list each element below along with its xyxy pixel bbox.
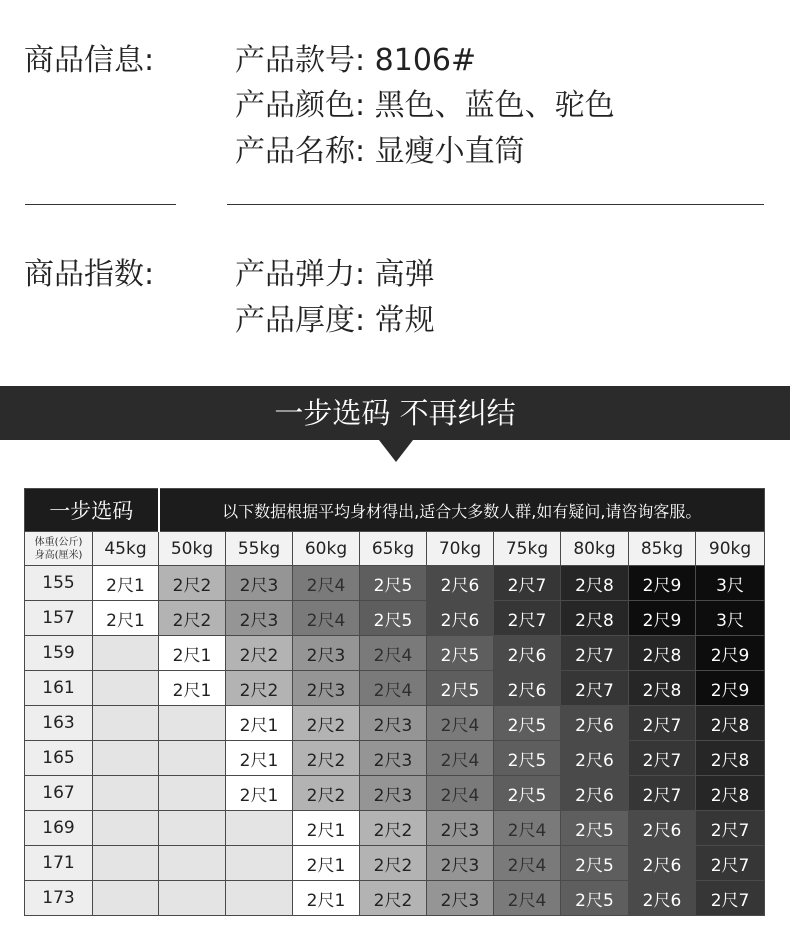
size-chart-table xyxy=(24,488,765,916)
size-cell: 2尺4 xyxy=(494,811,561,846)
size-cell: 2尺7 xyxy=(494,601,561,636)
axis-weight-label: 体重(公斤) xyxy=(34,536,83,548)
size-cell: 2尺1 xyxy=(93,566,159,601)
size-cell: 2尺5 xyxy=(494,776,561,811)
size-cell: 2尺7 xyxy=(561,671,629,706)
size-cell: 2尺2 xyxy=(226,636,293,671)
weight-row xyxy=(25,532,765,566)
height-cell: 171 xyxy=(25,846,93,881)
size-cell: 2尺1 xyxy=(293,881,360,916)
height-cell: 159 xyxy=(25,636,93,671)
size-cell: 2尺8 xyxy=(629,671,696,706)
empty-cell xyxy=(93,776,159,811)
size-cell: 2尺3 xyxy=(226,601,293,636)
size-cell: 2尺3 xyxy=(360,741,427,776)
size-cell: 2尺2 xyxy=(360,881,427,916)
size-cell: 2尺2 xyxy=(293,741,360,776)
table-header-note: 以下数据根据平均身材得出,适合大多数人群,如有疑问,请咨询客服。 xyxy=(159,489,765,532)
weight-header-cell: 65kg xyxy=(360,532,427,566)
size-cell: 2尺8 xyxy=(629,636,696,671)
size-cell: 2尺3 xyxy=(427,811,494,846)
size-cell: 2尺2 xyxy=(159,566,226,601)
size-cell: 2尺1 xyxy=(159,636,226,671)
table-row xyxy=(25,846,765,881)
size-cell: 2尺2 xyxy=(360,811,427,846)
size-cell: 2尺6 xyxy=(561,706,629,741)
size-cell: 2尺5 xyxy=(360,601,427,636)
size-cell: 3尺 xyxy=(696,566,765,601)
size-cell: 2尺4 xyxy=(427,776,494,811)
weight-header-cell: 70kg xyxy=(427,532,494,566)
size-cell: 2尺1 xyxy=(226,741,293,776)
size-cell: 2尺5 xyxy=(561,846,629,881)
axis-corner-cell xyxy=(25,532,93,566)
axis-height-label: 身高(厘米) xyxy=(34,549,83,561)
size-cell: 2尺7 xyxy=(696,811,765,846)
empty-cell xyxy=(159,741,226,776)
size-cell: 2尺5 xyxy=(360,566,427,601)
size-cell: 2尺4 xyxy=(427,706,494,741)
size-cell: 2尺7 xyxy=(629,776,696,811)
divider-right xyxy=(227,204,764,205)
size-cell: 2尺1 xyxy=(93,601,159,636)
empty-cell xyxy=(93,811,159,846)
height-cell: 161 xyxy=(25,671,93,706)
size-cell: 2尺6 xyxy=(629,846,696,881)
size-cell: 2尺6 xyxy=(561,776,629,811)
size-cell: 2尺5 xyxy=(561,811,629,846)
size-cell: 2尺3 xyxy=(427,846,494,881)
size-cell: 2尺7 xyxy=(629,741,696,776)
size-cell: 2尺1 xyxy=(226,706,293,741)
size-cell: 2尺6 xyxy=(561,741,629,776)
weight-header-cell: 75kg xyxy=(494,532,561,566)
size-cell: 2尺8 xyxy=(696,776,765,811)
size-cell: 2尺7 xyxy=(629,706,696,741)
table-row xyxy=(25,601,765,636)
height-cell: 173 xyxy=(25,881,93,916)
empty-cell xyxy=(226,846,293,881)
size-cell: 2尺3 xyxy=(360,706,427,741)
size-cell: 2尺2 xyxy=(293,706,360,741)
table-row xyxy=(25,741,765,776)
size-cell: 2尺1 xyxy=(159,671,226,706)
empty-cell xyxy=(159,846,226,881)
table-header-row xyxy=(25,489,765,532)
empty-cell xyxy=(159,811,226,846)
info-colors: 产品颜色: 黑色、蓝色、驼色 xyxy=(235,88,615,123)
size-cell: 2尺8 xyxy=(561,566,629,601)
size-cell: 2尺8 xyxy=(696,741,765,776)
size-cell: 2尺6 xyxy=(427,601,494,636)
size-cell: 2尺4 xyxy=(427,741,494,776)
size-cell: 2尺1 xyxy=(293,846,360,881)
height-cell: 165 xyxy=(25,741,93,776)
size-cell: 2尺7 xyxy=(696,846,765,881)
size-cell: 2尺3 xyxy=(427,881,494,916)
size-cell: 2尺4 xyxy=(494,846,561,881)
size-cell: 2尺5 xyxy=(427,636,494,671)
height-cell: 163 xyxy=(25,706,93,741)
info-label-index: 商品指数: xyxy=(24,257,155,292)
weight-header-cell: 45kg xyxy=(93,532,159,566)
table-row xyxy=(25,776,765,811)
size-cell: 2尺2 xyxy=(360,846,427,881)
size-cell: 2尺4 xyxy=(360,671,427,706)
info-product-name: 产品名称: 显瘦小直筒 xyxy=(235,134,525,169)
size-cell: 2尺1 xyxy=(293,811,360,846)
weight-header-cell: 50kg xyxy=(159,532,226,566)
empty-cell xyxy=(226,811,293,846)
empty-cell xyxy=(159,776,226,811)
size-cell: 2尺6 xyxy=(629,881,696,916)
empty-cell xyxy=(93,636,159,671)
empty-cell xyxy=(159,706,226,741)
size-cell: 2尺9 xyxy=(629,601,696,636)
size-cell: 2尺6 xyxy=(494,671,561,706)
size-cell: 2尺9 xyxy=(696,636,765,671)
empty-cell xyxy=(226,881,293,916)
size-cell: 2尺2 xyxy=(159,601,226,636)
size-cell: 2尺6 xyxy=(629,811,696,846)
table-header-title: 一步选码 xyxy=(25,489,159,532)
size-cell: 2尺4 xyxy=(293,566,360,601)
weight-header-cell: 60kg xyxy=(293,532,360,566)
size-cell: 2尺5 xyxy=(561,881,629,916)
info-style-number: 产品款号: 8106# xyxy=(235,43,477,78)
size-cell: 2尺2 xyxy=(226,671,293,706)
size-cell: 2尺9 xyxy=(696,671,765,706)
info-elasticity: 产品弹力: 高弹 xyxy=(235,257,435,292)
size-cell: 2尺8 xyxy=(696,706,765,741)
size-cell: 2尺4 xyxy=(494,881,561,916)
size-cell: 2尺8 xyxy=(561,601,629,636)
size-cell: 2尺7 xyxy=(494,566,561,601)
size-banner-title: 一步选码 不再纠结 xyxy=(274,396,516,430)
size-cell: 2尺9 xyxy=(629,566,696,601)
size-cell: 2尺3 xyxy=(293,636,360,671)
banner-arrow xyxy=(379,440,413,462)
empty-cell xyxy=(93,671,159,706)
size-cell: 2尺6 xyxy=(427,566,494,601)
empty-cell xyxy=(93,846,159,881)
size-cell: 2尺1 xyxy=(226,776,293,811)
empty-cell xyxy=(93,881,159,916)
size-cell: 2尺5 xyxy=(427,671,494,706)
empty-cell xyxy=(159,881,226,916)
info-thickness: 产品厚度: 常规 xyxy=(235,303,435,338)
size-cell: 2尺7 xyxy=(696,881,765,916)
table-row xyxy=(25,636,765,671)
weight-header-cell: 90kg xyxy=(696,532,765,566)
size-cell: 2尺5 xyxy=(494,706,561,741)
size-cell: 2尺6 xyxy=(494,636,561,671)
divider-left xyxy=(25,204,176,205)
height-cell: 155 xyxy=(25,566,93,601)
size-cell: 2尺4 xyxy=(360,636,427,671)
weight-header-cell: 85kg xyxy=(629,532,696,566)
size-cell: 2尺3 xyxy=(360,776,427,811)
size-cell: 3尺 xyxy=(696,601,765,636)
height-cell: 157 xyxy=(25,601,93,636)
table-row xyxy=(25,671,765,706)
table-row xyxy=(25,811,765,846)
table-row xyxy=(25,881,765,916)
size-cell: 2尺4 xyxy=(293,601,360,636)
size-cell: 2尺3 xyxy=(293,671,360,706)
height-cell: 169 xyxy=(25,811,93,846)
height-cell: 167 xyxy=(25,776,93,811)
table-row xyxy=(25,566,765,601)
weight-header-cell: 55kg xyxy=(226,532,293,566)
size-cell: 2尺2 xyxy=(293,776,360,811)
size-cell: 2尺3 xyxy=(226,566,293,601)
weight-header-cell: 80kg xyxy=(561,532,629,566)
table-row xyxy=(25,706,765,741)
size-cell: 2尺7 xyxy=(561,636,629,671)
empty-cell xyxy=(93,706,159,741)
size-cell: 2尺5 xyxy=(494,741,561,776)
empty-cell xyxy=(93,741,159,776)
info-label-product: 商品信息: xyxy=(24,43,155,78)
